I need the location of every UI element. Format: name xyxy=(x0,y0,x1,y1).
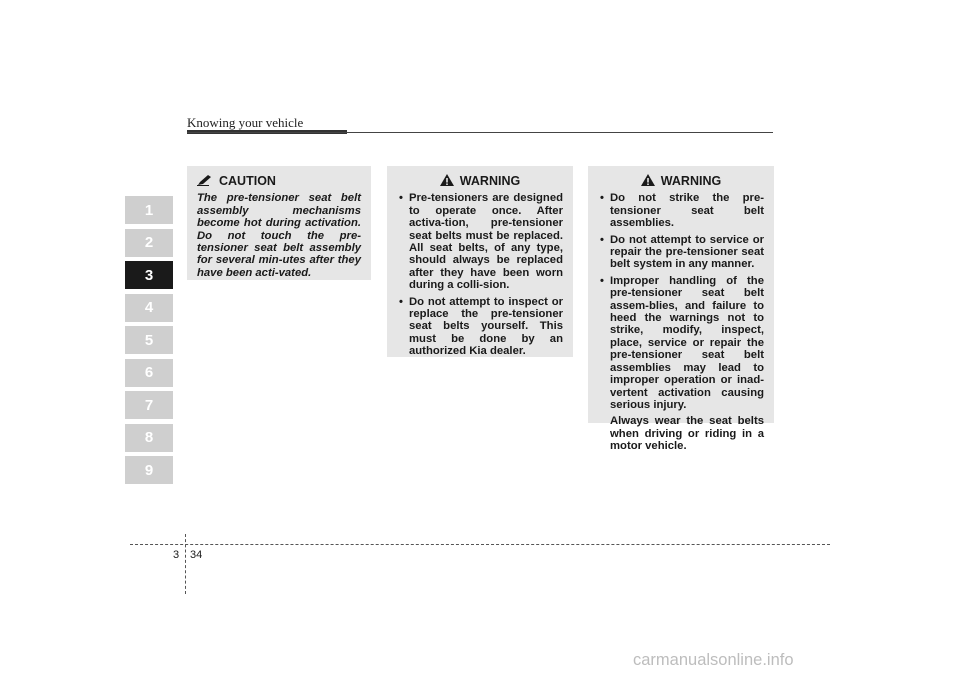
caution-heading-label: CAUTION xyxy=(219,174,276,188)
footer-divider xyxy=(185,534,186,594)
chapter-tab-2[interactable]: 2 xyxy=(125,229,173,257)
watermark: carmanualsonline.info xyxy=(633,651,794,669)
warning-box-1 xyxy=(387,166,573,357)
pencil-icon xyxy=(197,174,213,188)
warning-heading-label-2: WARNING xyxy=(660,174,722,188)
warning-triangle-icon xyxy=(641,174,655,188)
warning-extra-paragraph: Always wear the seat belts when driving or riding in a motor vehicle. xyxy=(610,415,764,453)
chapter-tab-3[interactable]: 3 xyxy=(125,261,173,289)
list-item: • Do not strike the pre-tensioner seat belt assemblies. xyxy=(598,192,764,229)
page-chapter-number: 3 xyxy=(173,549,180,561)
list-item: • Do not attempt to inspect or replace the pre-tensioner seat belts yourself. This must be done by an authorized Kia dealer. xyxy=(397,296,563,358)
warning-heading-2 xyxy=(598,174,764,188)
warning-list-2 xyxy=(598,192,764,411)
warning-triangle-icon xyxy=(440,174,454,188)
caution-text: The pre-tensioner seat belt assembly mechanisms become hot during activation. Do not touch the pre-tensioner seat belt assembly for several min-utes after they have been acti-vated. xyxy=(197,192,361,279)
footer-rule xyxy=(130,544,830,545)
chapter-tabs xyxy=(125,196,173,489)
warning-list-1 xyxy=(397,192,563,357)
page-number: 34 xyxy=(190,549,203,561)
chapter-tab-1[interactable]: 1 xyxy=(125,196,173,224)
header-rule xyxy=(187,132,773,133)
caution-heading xyxy=(197,174,361,188)
chapter-tab-9[interactable]: 9 xyxy=(125,456,173,484)
header-title: Knowing your vehicle xyxy=(187,115,304,130)
chapter-tab-7[interactable]: 7 xyxy=(125,391,173,419)
warning-heading-label-1: WARNING xyxy=(459,174,521,188)
warning-heading-1 xyxy=(397,174,563,188)
list-item: • Pre-tensioners are designed to operate once. After activa-tion, pre-tensioner seat belts must be replaced. All seat belts, of any type, should always be replaced after they have been worn during a colli-sion. xyxy=(397,192,563,291)
list-item: • Improper handling of the pre-tensioner seat belt assem-blies, and failure to heed the warnings not to strike, modify, inspect, place, service or repair the pre-tensioner seat belt assemblies may lead to improper operation or inad-vertent activation causing serious injury. xyxy=(598,275,764,411)
chapter-tab-4[interactable]: 4 xyxy=(125,294,173,322)
warning-box-2 xyxy=(588,166,774,453)
caution-box xyxy=(187,166,371,280)
chapter-tab-8[interactable]: 8 xyxy=(125,424,173,452)
chapter-tab-5[interactable]: 5 xyxy=(125,326,173,354)
list-item: • Do not attempt to service or repair the pre-tensioner seat belt system in any manner. xyxy=(598,234,764,271)
chapter-tab-6[interactable]: 6 xyxy=(125,359,173,387)
